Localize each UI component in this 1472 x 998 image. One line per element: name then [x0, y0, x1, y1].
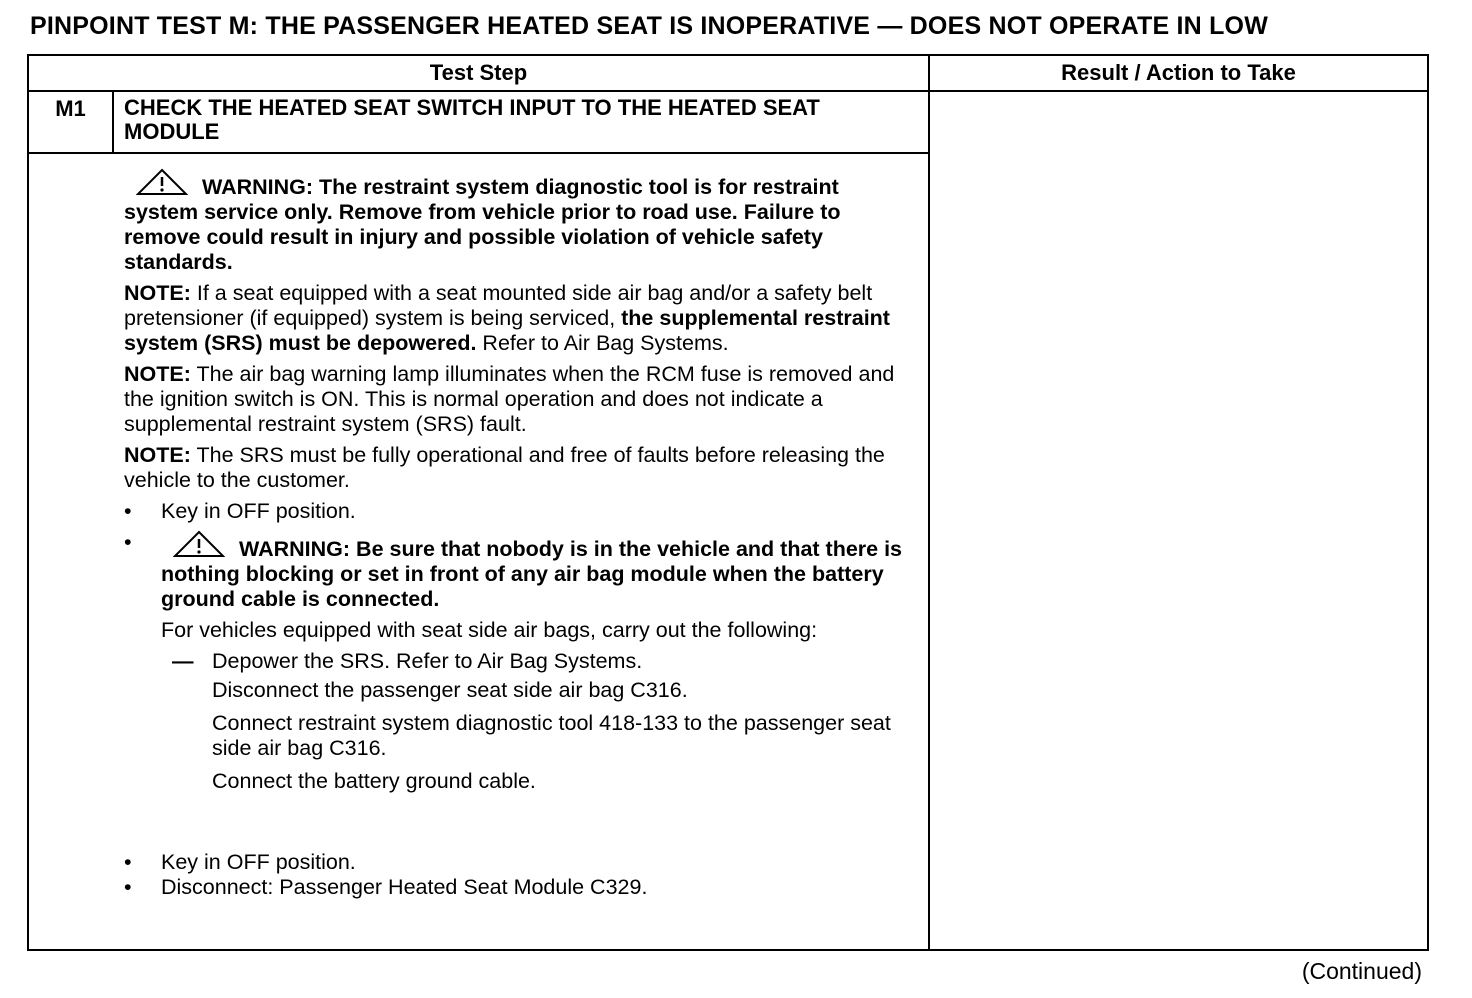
list-item: [124, 649, 904, 674]
note-bold-text: the supplemental restraint system (SRS) must be depowered.: [124, 306, 890, 355]
step-id-divider: [112, 91, 114, 153]
note-label: NOTE:: [124, 362, 191, 386]
warning-triangle-icon: [173, 530, 225, 558]
test-step-content: [124, 168, 904, 900]
list-item: [124, 499, 904, 524]
header-result-action: Result / Action to Take: [1061, 60, 1296, 85]
list-item: [124, 875, 904, 900]
pinpoint-test-table: [27, 54, 1429, 951]
bullet-mark: •: [124, 850, 132, 874]
dash-mark: —: [172, 649, 194, 673]
header-test-step: Test Step: [429, 60, 528, 85]
page-title: PINPOINT TEST M: THE PASSENGER HEATED SEAT IS INOPERATIVE — DOES NOT OPERATE IN LOW: [30, 12, 1268, 40]
warning-nobody-in-vehicle: [161, 530, 904, 612]
list-item: [124, 530, 904, 643]
list-item: [124, 850, 904, 875]
step-title-divider: [29, 152, 929, 154]
note-warning-lamp: [124, 362, 904, 437]
list-item-text: Key in OFF position.: [161, 850, 356, 874]
header-divider: [29, 90, 1427, 92]
note-tail-text: Refer to Air Bag Systems.: [476, 331, 729, 355]
step-title: CHECK THE HEATED SEAT SWITCH INPUT TO THE HEATED SEAT MODULE: [124, 95, 820, 144]
column-divider: [928, 56, 930, 949]
note-text: If a seat equipped with a seat mounted side air bag and/or a safety belt pretensioner (if equipped) system is being serviced,: [124, 281, 873, 330]
note-srs-operational: [124, 443, 904, 493]
step-id: M1: [55, 96, 86, 121]
note-text: The air bag warning lamp illuminates when the RCM fuse is removed and the ignition switch is ON. This is normal operation and does not indicate a supplemental restraint system (SRS) fault.: [124, 362, 895, 436]
list-item-text: Key in OFF position.: [161, 499, 356, 523]
seat-side-intro: For vehicles equipped with seat side air bags, carry out the following:: [161, 618, 818, 642]
warning-triangle-icon: [136, 168, 188, 196]
bullet-mark: •: [124, 530, 132, 554]
continued-label: (Continued): [1301, 958, 1422, 984]
note-label: NOTE:: [124, 281, 191, 305]
note-text: The SRS must be fully operational and free of faults before releasing the vehicle to the customer.: [124, 443, 885, 492]
list-item-text: Depower the SRS. Refer to Air Bag Systems.: [212, 649, 643, 673]
bullet-mark: •: [124, 875, 132, 899]
note-srs-depower: [124, 281, 904, 356]
note-label: NOTE:: [124, 443, 191, 467]
sub-step: Disconnect the passenger seat side air bag C316.: [212, 678, 688, 702]
warning-nobody-text: WARNING: Be sure that nobody is in the vehicle and that there is nothing blocking or set in front of any air bag module when the battery ground cable is connected.: [161, 537, 903, 611]
warning-restraint-tool-text: WARNING: The restraint system diagnostic tool is for restraint system service only. Remove from vehicle prior to road use. Failure to remove could result in injury and possible violation of vehicle safety standards.: [124, 175, 841, 274]
list-item-text: Disconnect: Passenger Heated Seat Module C329.: [161, 875, 648, 899]
sub-step: Connect the battery ground cable.: [212, 769, 536, 793]
warning-restraint-tool: [124, 168, 904, 275]
sub-step: Connect restraint system diagnostic tool 418-133 to the passenger seat side air bag C316.: [212, 711, 891, 760]
bullet-mark: •: [124, 499, 132, 523]
